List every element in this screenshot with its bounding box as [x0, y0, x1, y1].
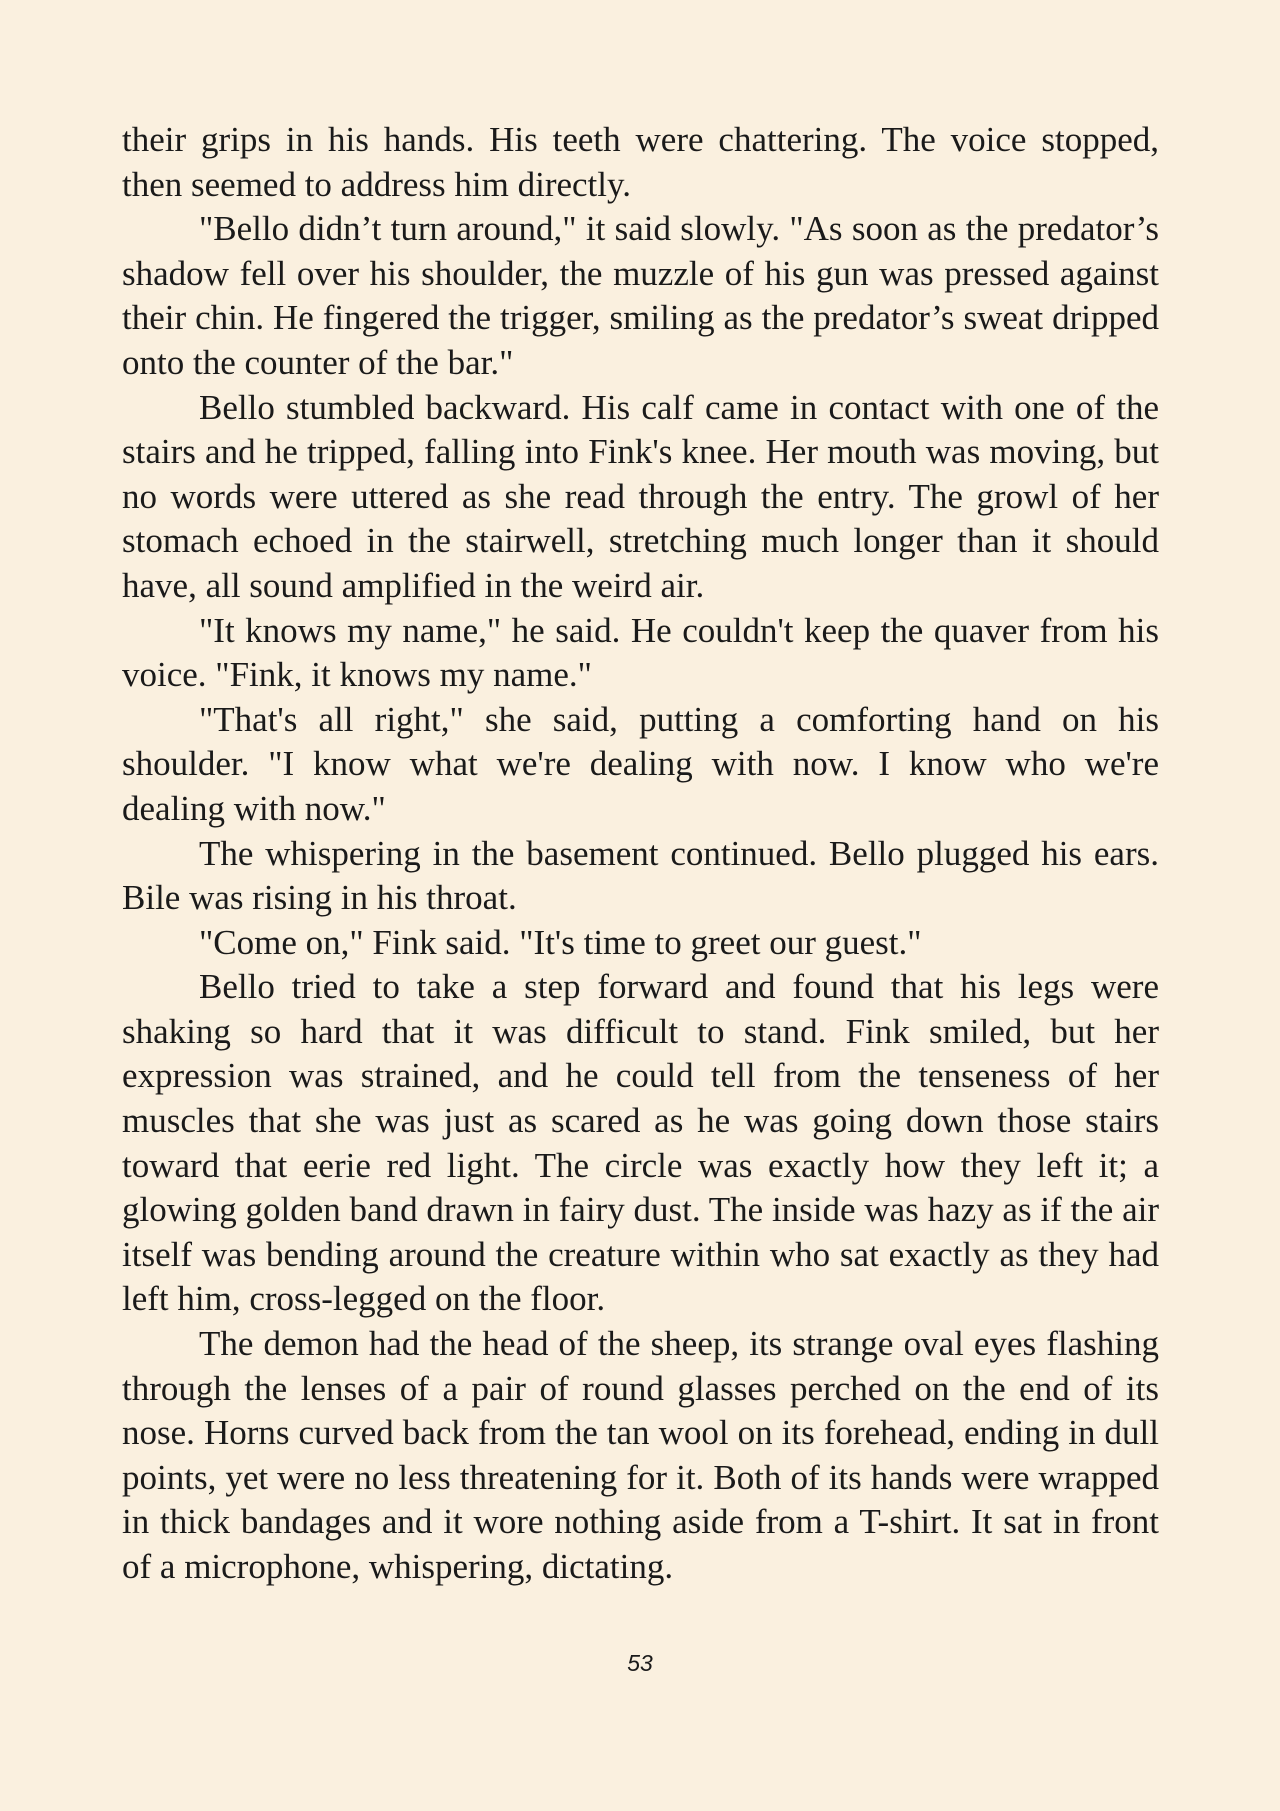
- paragraph-6: The whispering in the basement continued. Bello plugged his ears. Bile was rising in his throat.: [122, 833, 1159, 918]
- page-number: 53: [627, 1650, 653, 1676]
- paragraph-2: "Bello didn’t turn around," it said slowly. "As soon as the predator’s shadow fell over his shoulder, the muzzle of his gun was pressed against their chin. He fingered the trigger, smiling as the predator’s sweat dripped onto the counter of the bar.": [122, 209, 1159, 382]
- body-text: [122, 118, 1159, 1590]
- paragraph-9: The demon had the head of the sheep, its strange oval eyes flashing through the lenses of a pair of round glasses perched on the end of its nose. Horns curved back from the tan wool on its forehead, ending in dull points, yet were no less threatening for it. Both of its hands were wrapped in thick bandages and it wore nothing aside from a T-shirt. It sat in front of a microphone, whispering, dictating.: [122, 1324, 1159, 1586]
- paragraph-7: "Come on," Fink said. "It's time to greet our guest.": [199, 922, 922, 962]
- paragraph-1: their grips in his hands. His teeth were chattering. The voice stopped, then seemed to address him directly.: [122, 120, 1159, 204]
- paragraph-5: "That's all right," she said, putting a comforting hand on his shoulder. "I know what we're dealing with now. I know who we're dealing with now.": [122, 699, 1159, 828]
- paragraph-8: Bello tried to take a step forward and found that his legs were shaking so hard that it was difficult to stand. Fink smiled, but her expression was strained, and he could tell from the tenseness of her muscles that she was just as scared as he was going down those stairs toward that eerie red light. The circle was exactly how they left it; a glowing golden band drawn in fairy dust. The inside was hazy as if the air itself was bending around the creature within who sat exactly as they had left him, cross-legged on the floor.: [122, 967, 1159, 1319]
- paragraph-3: Bello stumbled backward. His calf came in contact with one of the stairs and he tripped, falling into Fink's knee. Her mouth was moving, but no words were uttered as she read through the entry. The growl of her stomach echoed in the stairwell, stretching much longer than it should have, all sound amplified in the weird air.: [122, 387, 1159, 605]
- paragraph-4: "It knows my name," he said. He couldn't keep the quaver from his voice. "Fink, it knows my name.": [122, 610, 1159, 695]
